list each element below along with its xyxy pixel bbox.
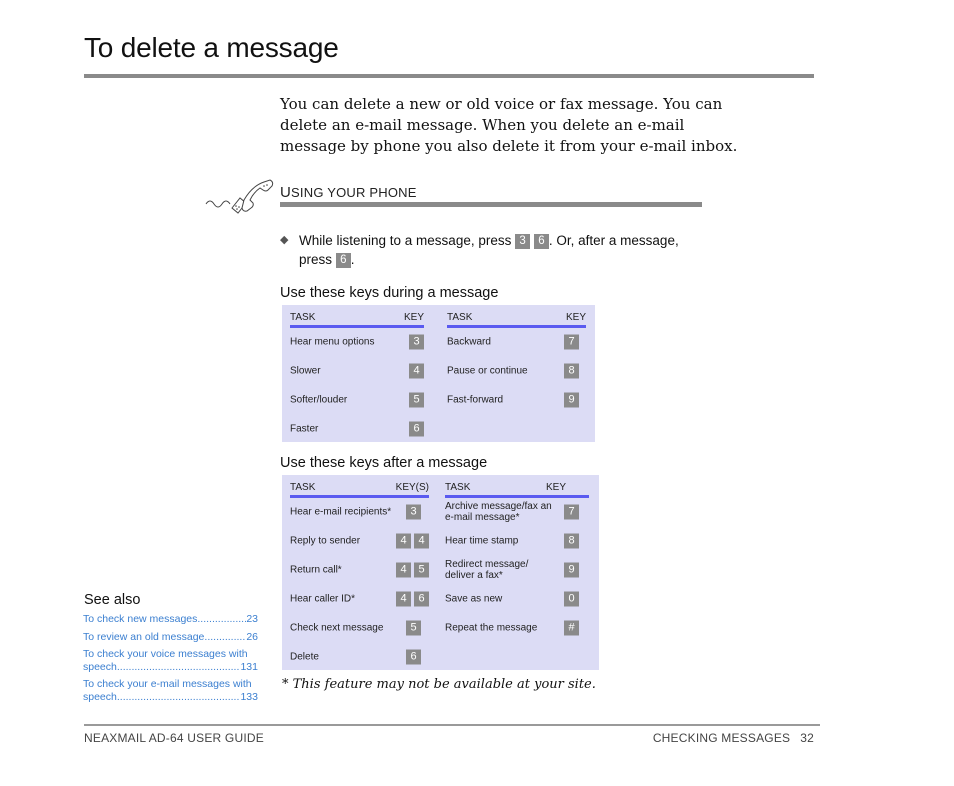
column-header: TASK KEY <box>447 312 586 323</box>
instruction-bullet: ◆ While listening to a message, press 3 6 . Or, after a message, press 6 . <box>280 233 679 267</box>
key-badge: 0 <box>564 591 579 606</box>
table-row: Hear menu options 3 <box>290 327 424 356</box>
after-keys-table <box>282 475 599 670</box>
table-row: Faster 6 <box>290 414 424 443</box>
key-badge: 3 <box>409 334 424 349</box>
key-badge: 5 <box>406 620 421 635</box>
table-row: Redirect message/ deliver a fax* 9 <box>445 555 589 584</box>
table-row: Delete 6 <box>290 642 429 671</box>
table-row: Save as new 0 <box>445 584 589 613</box>
see-also-link[interactable]: To check your voice messages with speech ..... 131 <box>83 648 258 673</box>
key-badge: 6 <box>336 253 351 268</box>
column-header: TASK KEY(S) <box>290 482 429 493</box>
column-header: TASK KEY <box>445 482 566 493</box>
key-badge: 3 <box>515 234 530 249</box>
table-row: Hear caller ID* 4 6 <box>290 584 429 613</box>
key-badge: 6 <box>414 591 429 606</box>
table-row: Slower 4 <box>290 356 424 385</box>
key-badge: 4 <box>396 533 411 548</box>
footer-rule <box>84 724 820 726</box>
table-row: Hear time stamp 8 <box>445 526 589 555</box>
key-badge: 6 <box>406 649 421 664</box>
after-table-caption: Use these keys after a message <box>280 455 488 471</box>
key-badge: 4 <box>409 363 424 378</box>
table-row: Backward 7 <box>447 327 586 356</box>
key-badge: 4 <box>414 533 429 548</box>
key-badge: 4 <box>396 562 411 577</box>
page-title: To delete a message <box>84 32 339 63</box>
table-row: Check next message 5 <box>290 613 429 642</box>
key-badge: 9 <box>564 562 579 577</box>
table-row: Hear e-mail recipients* 3 <box>290 497 429 526</box>
during-left-column <box>290 305 424 442</box>
key-badge: 3 <box>406 504 421 519</box>
footer-guide-title: NEAXMAIL AD-64 USER GUIDE <box>84 731 264 745</box>
key-badge: 5 <box>414 562 429 577</box>
key-badge: 8 <box>564 533 579 548</box>
during-right-column <box>447 305 586 442</box>
key-badge: # <box>564 620 579 635</box>
during-table-caption: Use these keys during a message <box>280 285 499 301</box>
key-badge: 6 <box>409 421 424 436</box>
footer-section: CHECKING MESSAGES 32 <box>652 731 814 745</box>
key-badge: 7 <box>564 334 579 349</box>
table-row: Reply to sender 4 4 <box>290 526 429 555</box>
see-also-link[interactable]: To review an old message ..... 26 <box>83 631 258 644</box>
key-badge: 8 <box>564 363 579 378</box>
title-rule <box>84 74 814 78</box>
see-also-link[interactable]: To check new messages ..... 23 <box>83 613 258 626</box>
key-badge: 4 <box>396 591 411 606</box>
page-number: 32 <box>800 731 814 745</box>
table-row: Softer/louder 5 <box>290 385 424 414</box>
table-row: Repeat the message # <box>445 613 589 642</box>
intro-paragraph: You can delete a new or old voice or fax message. You can delete an e-mail message. When you delete an e-mail message by phone you also delete it from your e-mail inbox. <box>280 95 738 155</box>
table-row: Return call* 4 5 <box>290 555 429 584</box>
key-badge: 9 <box>564 392 579 407</box>
section-heading: USING YOUR PHONE <box>280 184 417 201</box>
key-badge: 6 <box>534 234 549 249</box>
see-also-title: See also <box>84 592 141 608</box>
table-row: Pause or continue 8 <box>447 356 586 385</box>
see-also-list <box>83 613 258 708</box>
after-left-column <box>290 475 429 670</box>
diamond-bullet-icon: ◆ <box>280 234 289 246</box>
table-row: Archive message/fax an e-mail message* 7 <box>445 497 589 526</box>
telephone-handset-icon <box>204 178 278 218</box>
footnote: * This feature may not be available at your site. <box>282 677 596 692</box>
section-rule <box>280 202 702 207</box>
table-row: Fast-forward 9 <box>447 385 586 414</box>
key-badge: 5 <box>409 392 424 407</box>
key-badge: 7 <box>564 504 579 519</box>
during-keys-table <box>282 305 595 442</box>
column-header: TASK KEY <box>290 312 424 323</box>
see-also-link[interactable]: To check your e-mail messages with speech ..... 133 <box>83 678 258 703</box>
after-right-column <box>445 475 589 670</box>
